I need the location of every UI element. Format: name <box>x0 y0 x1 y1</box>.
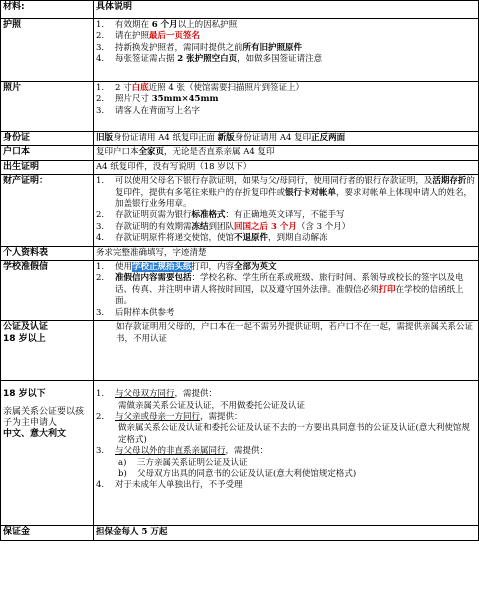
photo-details <box>94 82 479 132</box>
hukou-label: 户口本 <box>1 146 94 160</box>
list-item: 2. 与父亲或母亲一方同行，需提供： <box>96 411 243 422</box>
finance-details <box>94 175 479 246</box>
passport-details <box>94 19 479 82</box>
list-item-detail: 做亲属关系公证及认证和委托公证及认证不去的一方要出具同意书的公证及认证(意大利使馆规定格式) <box>118 423 470 445</box>
list-item: 3. 请客人在背面写上名字 <box>96 105 201 116</box>
list-item: 3. 存款证明的有效期需冻结到团队回国之后 3 个月（含 3 个月） <box>96 221 351 232</box>
list-item: 1. 可以使用父母名下银行存款证明，如果与父/母同行，使用同行者的银行存款证明，及活期存折的复印件，提供有多笔往来账户的存折复印件或银行卡对帐单，要求对帐单上体现申请人的姓名，加盖银行业务用章。 <box>96 176 475 210</box>
notary-adult-row <box>1 321 479 381</box>
list-item: 3. 与父母以外的非直系亲属同行，需提供： <box>96 446 269 457</box>
list-item: 4. 每张签证需占据 2 张护照空白页，如做多国签证请注意 <box>96 54 323 65</box>
birth-row <box>1 160 479 174</box>
school-row <box>1 261 479 321</box>
birth-label: 出生证明 <box>1 160 94 174</box>
guarantee-details: 担保金每人 5 万起 <box>94 526 479 540</box>
guarantee-row <box>1 526 479 540</box>
list-item-detail: 需做亲属关系公证及认证，不用做委托公证及认证 <box>118 400 306 411</box>
under18-label: 18 岁以下 亲属关系公证要以孩子为主申请人 中文、意大利文 <box>1 381 94 526</box>
notary-adult-label: 公证及认证 18 岁以上 <box>1 321 94 381</box>
list-item: 1. 使用学校正规抬头纸打印，内容全部为英文 <box>96 262 277 273</box>
idcard-row <box>1 132 479 146</box>
list-item: 4. 存款证明原件将递交使馆，使馆不退原件，到期自动解冻 <box>96 233 328 244</box>
birth-details: A4 纸复印件，没有写说明（18 岁以下） <box>94 160 479 174</box>
list-item: 1. 有效期在 6 个月以上的因私护照 <box>96 20 238 30</box>
header-material: 材料: <box>1 1 94 19</box>
list-subitem: b) 父母双方出具的同意书的公证及认证(意大利使馆规定格式) <box>118 468 357 479</box>
passport-row <box>1 19 479 82</box>
school-details <box>94 261 479 321</box>
photo-label: 照片 <box>1 82 94 132</box>
list-item: 3. 后附样本供参考 <box>96 307 175 318</box>
guarantee-label: 保证金 <box>1 526 94 540</box>
personal-label: 个人资料表 <box>1 246 94 260</box>
list-item: 2. 请在护照最后一页签名 <box>96 31 201 42</box>
list-item: 4. 对于未成年人单独出行，不予受理 <box>96 480 243 491</box>
list-item: 2. 照片尺寸 35mm×45mm <box>96 94 219 105</box>
list-subitem: a) 三方亲属关系证明公证及认证 <box>118 457 248 468</box>
hukou-row <box>1 146 479 160</box>
notary-adult-details: 如存款证明用父母的，户口本在一起不需另外提供证明，若户口不在一起，需提供亲属关系公证书，不用认证 <box>94 321 479 381</box>
hukou-details: 复印户口本全家页，无论是否直系亲属 A4 复印 <box>94 146 479 160</box>
idcard-details: 旧版身份证请用 A4 纸复印正面 新版身份证请用 A4 复印正反两面 <box>94 132 479 146</box>
list-item: 2. 存款证明页需为银行标准格式：有正确地英文译写，不能手写 <box>96 210 345 221</box>
header-description: 具体说明 <box>94 1 479 19</box>
photo-row <box>1 82 479 132</box>
under18-row <box>1 381 479 526</box>
finance-row <box>1 175 479 246</box>
list-item: 2. 准假信内容需要包括：学校名称、学生所在系或班级、旅行时间、系领导或校长的签字以及电话、传真、并注明申请人将按时回国，以及遵守国外法律。准假信必须打印在学校的信函纸上面。 <box>96 273 464 307</box>
list-item: 1. 2 寸白底近照 4 张（使馆需要扫描照片到签证上） <box>96 83 304 93</box>
under18-details <box>94 381 479 526</box>
list-item: 3. 持新换发护照者，需同时提供之前所有旧护照原件 <box>96 42 303 53</box>
header-row <box>1 1 479 19</box>
finance-label: 财产证明： <box>1 175 94 246</box>
personal-details: 务求完整准确填写，字迹清楚 <box>94 246 479 260</box>
passport-label: 护照 <box>1 19 94 82</box>
list-item: 1. 与父母双方同行，需提供： <box>96 389 218 400</box>
school-label: 学校准假信 <box>1 261 94 321</box>
personal-row <box>1 246 479 260</box>
idcard-label: 身份证 <box>1 132 94 146</box>
